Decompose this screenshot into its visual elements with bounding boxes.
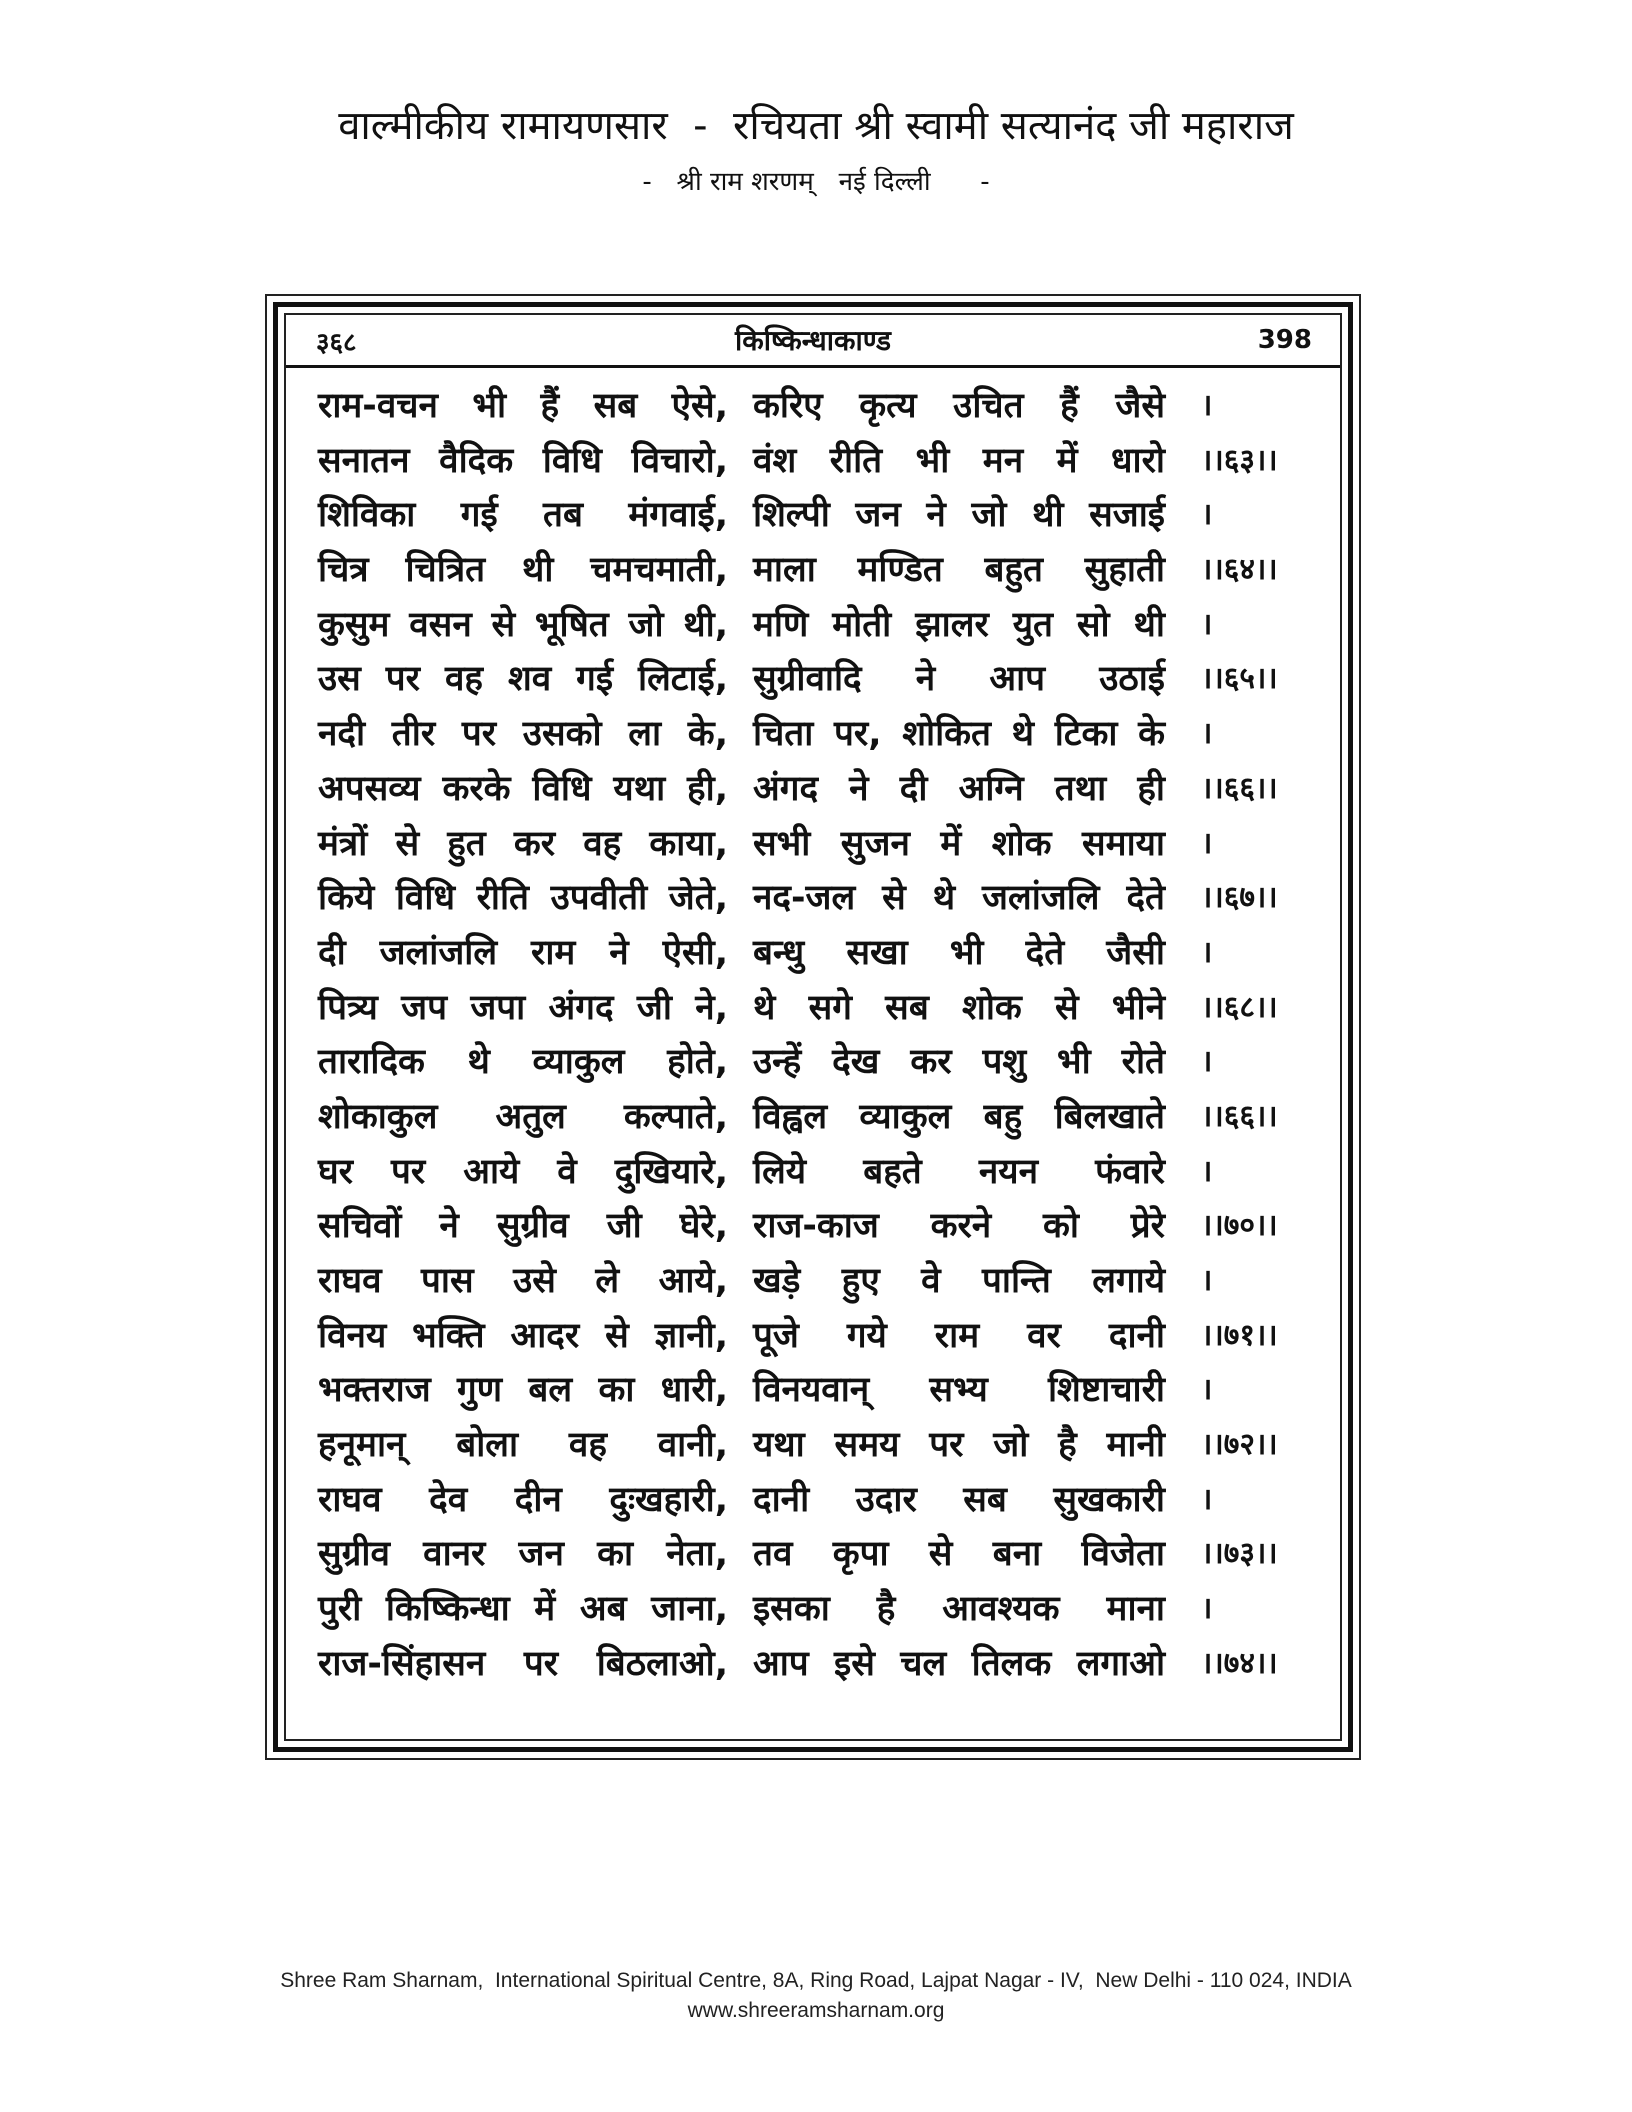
verse-line <box>286 652 1340 707</box>
verse-number-mark: ।।६८।। <box>1201 989 1278 1025</box>
verse-first-half: दी जलांजलि राम ने ऐसी, <box>318 932 728 973</box>
verse-first-half: राम-वचन भी हैं सब ऐसे, <box>318 386 728 426</box>
verse-first-half: सचिवों ने सुग्रीव जी घेरे, <box>318 1206 728 1247</box>
verse-number-mark: ।।६६।। <box>1201 1098 1278 1134</box>
verse-second-half: थे सगे सब शोक से भीने <box>753 987 1165 1028</box>
verse-second-half: माला मण्डित बहुत सुहाती <box>753 550 1165 591</box>
verse-line <box>286 1527 1340 1582</box>
verse-number-mark: । <box>1201 934 1213 970</box>
page-content-box <box>284 313 1342 1741</box>
page-number: 398 <box>1257 325 1312 355</box>
verse-second-half: खड़े हुए वे पान्ति लगाये <box>753 1261 1165 1301</box>
verse-line <box>286 598 1340 653</box>
page-number-devanagari: ३६८ <box>316 328 357 358</box>
verse-line <box>286 1363 1340 1418</box>
verse-number-mark: । <box>1201 497 1213 533</box>
verse-first-half: राघव देव दीन दुःखहारी, <box>318 1479 728 1520</box>
verse-second-half: वंश रीति भी मन में धारो <box>753 440 1165 481</box>
footer-address: Shree Ram Sharnam, International Spiritual Centre, 8A, Ring Road, Lajpat Nagar - IV, New Delhi - 110 024, INDIA <box>280 1969 1352 1992</box>
verse-line <box>286 707 1340 762</box>
verse-line <box>286 1637 1340 1692</box>
verse-first-half: कुसुम वसन से भूषित जो थी, <box>318 604 728 645</box>
verse-number-mark: । <box>1201 1372 1213 1408</box>
verse-second-half: नद-जल से थे जलांजलि देते <box>753 878 1165 919</box>
verse-second-half: यथा समय पर जो है मानी <box>753 1425 1165 1466</box>
document-footer <box>0 1966 1632 2026</box>
page-frame-border <box>273 302 1353 1752</box>
verse-first-half: विनय भक्ति आदर से ज्ञानी, <box>318 1315 728 1356</box>
verse-first-half: शिविका गई तब मंगवाई, <box>318 495 728 536</box>
verse-second-half: पूजे गये राम वर दानी <box>753 1315 1165 1356</box>
verse-number-mark: ।।७२।। <box>1201 1427 1278 1463</box>
verse-first-half: राघव पास उसे ले आये, <box>318 1261 728 1301</box>
verse-number-mark: ।।६४।। <box>1201 552 1278 588</box>
verse-line <box>286 1418 1340 1473</box>
verse-list <box>286 379 1340 1692</box>
verse-line <box>286 817 1340 872</box>
verse-first-half: मंत्रों से हुत कर वह काया, <box>318 823 728 864</box>
verse-first-half: सनातन वैदिक विधि विचारो, <box>318 440 728 481</box>
verse-line <box>286 1090 1340 1145</box>
verse-line <box>286 543 1340 598</box>
verse-number-mark: ।।७३।। <box>1201 1536 1278 1572</box>
verse-line <box>286 488 1340 543</box>
verse-line <box>286 1035 1340 1090</box>
verse-number-mark: ।।६६।। <box>1201 770 1278 806</box>
verse-first-half: तारादिक थे व्याकुल होते, <box>318 1042 728 1083</box>
verse-line <box>286 434 1340 489</box>
verse-second-half: शिल्पी जन ने जो थी सजाई <box>753 495 1165 536</box>
section-title: किष्किन्धाकाण्ड <box>734 324 892 357</box>
verse-first-half: अपसव्य करके विधि यथा ही, <box>318 768 728 809</box>
verse-second-half: उन्हें देख कर पशु भी रोते <box>753 1042 1165 1083</box>
verse-second-half: विह्वल व्याकुल बहु बिलखाते <box>753 1096 1165 1137</box>
verse-line <box>286 379 1340 434</box>
verse-first-half: उस पर वह शव गई लिटाई, <box>318 659 728 700</box>
verse-number-mark: । <box>1201 1481 1213 1517</box>
verse-number-mark: । <box>1201 825 1213 861</box>
verse-number-mark: । <box>1201 606 1213 642</box>
verse-first-half: किये विधि रीति उपवीती जेते, <box>318 878 728 919</box>
verse-number-mark: ।।६३।। <box>1201 442 1278 478</box>
verse-line <box>286 762 1340 817</box>
verse-number-mark: ।।७१।। <box>1201 1317 1278 1353</box>
verse-first-half: हनूमान् बोला वह वानी, <box>318 1425 728 1466</box>
verse-first-half: पित्र्य जप जपा अंगद जी ने, <box>318 987 728 1028</box>
verse-number-mark: । <box>1201 1591 1213 1627</box>
verse-number-mark: ।।७०।। <box>1201 1208 1278 1244</box>
verse-number-mark: । <box>1201 716 1213 752</box>
verse-line <box>286 1199 1340 1254</box>
verse-first-half: राज-सिंहासन पर बिठलाओ, <box>318 1643 728 1684</box>
verse-number-mark: । <box>1201 1153 1213 1189</box>
verse-line <box>286 1309 1340 1364</box>
verse-second-half: अंगद ने दी अग्नि तथा ही <box>753 768 1165 809</box>
verse-number-mark: ।।६७।। <box>1201 880 1278 916</box>
verse-second-half: आप इसे चल तिलक लगाओ <box>753 1643 1165 1684</box>
verse-second-half: राज-काज करने को प्रेरे <box>753 1206 1165 1247</box>
verse-line <box>286 1145 1340 1200</box>
verse-first-half: भक्तराज गुण बल का धारी, <box>318 1370 728 1411</box>
verse-number-mark: । <box>1201 1263 1213 1298</box>
verse-second-half: इसका है आवश्यक माना <box>753 1589 1165 1630</box>
verse-second-half: सुग्रीवादि ने आप उठाई <box>753 659 1165 700</box>
verse-first-half: चित्र चित्रित थी चमचमाती, <box>318 550 728 591</box>
verse-first-half: सुग्रीव वानर जन का नेता, <box>318 1534 728 1575</box>
verse-line <box>286 1582 1340 1637</box>
verse-second-half: मणि मोती झालर युत सो थी <box>753 604 1165 645</box>
page-heading-bar <box>286 315 1340 368</box>
verse-second-half: चिता पर, शोकित थे टिका के <box>753 714 1165 755</box>
document-header <box>0 100 1632 202</box>
verse-number-mark: ।।६५।। <box>1201 661 1278 697</box>
verse-second-half: दानी उदार सब सुखकारी <box>753 1479 1165 1520</box>
verse-second-half: विनयवान् सभ्य शिष्टाचारी <box>753 1370 1165 1411</box>
verse-first-half: शोकाकुल अतुल कल्पाते, <box>318 1096 728 1137</box>
verse-number-mark: ।।७४।। <box>1201 1645 1278 1681</box>
verse-line <box>286 926 1340 981</box>
verse-line <box>286 1254 1340 1309</box>
verse-second-half: सभी सुजन में शोक समाया <box>753 823 1165 864</box>
document-subtitle: - श्री राम शरणम् नई दिल्ली - <box>642 167 990 197</box>
document-title: वाल्मीकीय रामायणसार - रचियता श्री स्वामी सत्यानंद जी महाराज <box>338 103 1294 149</box>
footer-website: www.shreeramsharnam.org <box>687 1999 945 2022</box>
verse-second-half: लिये बहते नयन फंवारे <box>753 1151 1165 1192</box>
verse-second-half: बन्धु सखा भी देते जैसी <box>753 932 1165 973</box>
verse-number-mark: । <box>1201 1044 1213 1080</box>
verse-second-half: करिए कृत्य उचित हैं जैसे <box>753 386 1165 426</box>
verse-first-half: घर पर आये वे दुखियारे, <box>318 1151 728 1192</box>
verse-second-half: तव कृपा से बना विजेता <box>753 1534 1165 1575</box>
verse-line <box>286 981 1340 1036</box>
verse-first-half: पुरी किष्किन्धा में अब जाना, <box>318 1589 728 1630</box>
verse-line <box>286 1473 1340 1528</box>
page-frame <box>265 294 1361 1760</box>
verse-first-half: नदी तीर पर उसको ला के, <box>318 714 728 755</box>
verse-number-mark: । <box>1201 388 1213 423</box>
verse-line <box>286 871 1340 926</box>
